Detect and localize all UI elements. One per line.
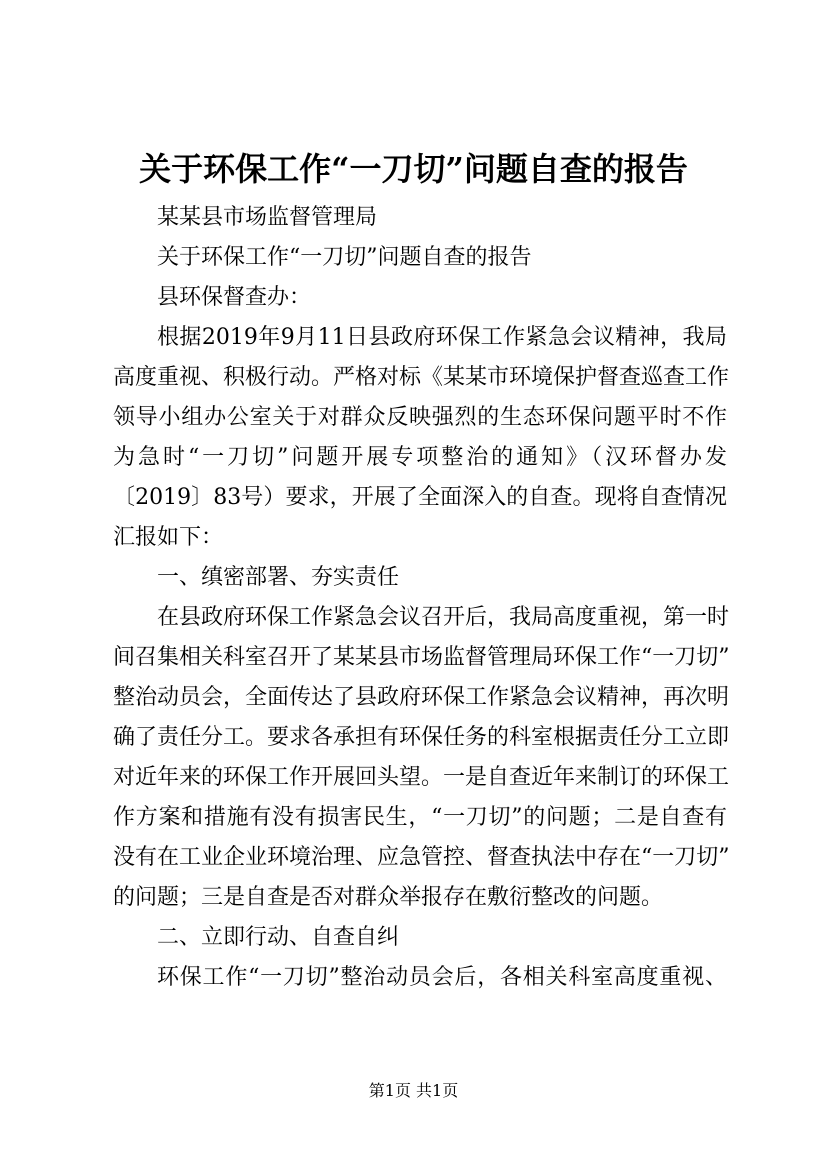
paragraph-line: 作方案和措施有没有损害民生，“一刀切”的问题；二是自查有 xyxy=(113,805,727,830)
issuing-organization: 某某县市场监督管理局 xyxy=(157,205,378,230)
section-heading: 二、立即行动、自查自纠 xyxy=(157,925,400,950)
addressee: 县环保督查办： xyxy=(157,285,312,310)
paragraph-line: 在县政府环保工作紧急会议召开后，我局高度重视，第一时 xyxy=(157,605,730,630)
report-subtitle: 关于环保工作“一刀切”问题自查的报告 xyxy=(157,245,532,270)
paragraph-line: 对近年来的环保工作开展回头望。一是自查近年来制订的环保工 xyxy=(113,765,730,790)
paragraph-line: 领导小组办公室关于对群众反映强烈的生态环保问题平时不作 xyxy=(113,405,727,430)
paragraph-line: 根据2019年9月11日县政府环保工作紧急会议精神，我局 xyxy=(157,325,727,350)
paragraph-line: 为急时“一刀切”问题开展专项整治的通知》（汉环督办发 xyxy=(113,445,727,470)
document-body xyxy=(113,198,730,998)
paragraph-line: 确了责任分工。要求各承担有环保任务的科室根据责任分工立即 xyxy=(113,725,730,750)
page-number-footer: 第1页 共1页 xyxy=(368,1081,459,1100)
document-title: 关于环保工作“一刀切”问题自查的报告 xyxy=(139,150,688,188)
paragraph-line: 没有在工业企业环境治理、应急管控、督查执法中存在“一刀切” xyxy=(113,845,730,870)
section-heading: 一、缜密部署、夯实责任 xyxy=(157,565,400,590)
paragraph-line: 〔2019〕83号）要求，开展了全面深入的自查。现将自查情况 xyxy=(113,485,727,510)
paragraph-line: 的问题；三是自查是否对群众举报存在敷衍整改的问题。 xyxy=(113,885,664,910)
paragraph-line: 整治动员会，全面传达了县政府环保工作紧急会议精神，再次明 xyxy=(113,685,730,710)
paragraph-line: 高度重视、积极行动。严格对标《某某市环境保护督查巡查工作 xyxy=(113,365,730,390)
paragraph-line: 环保工作“一刀切”整治动员会后，各相关科室高度重视、 xyxy=(157,965,727,990)
paragraph-line: 间召集相关科室召开了某某县市场监督管理局环保工作“一刀切” xyxy=(113,645,730,670)
paragraph-line: 汇报如下： xyxy=(113,525,224,550)
